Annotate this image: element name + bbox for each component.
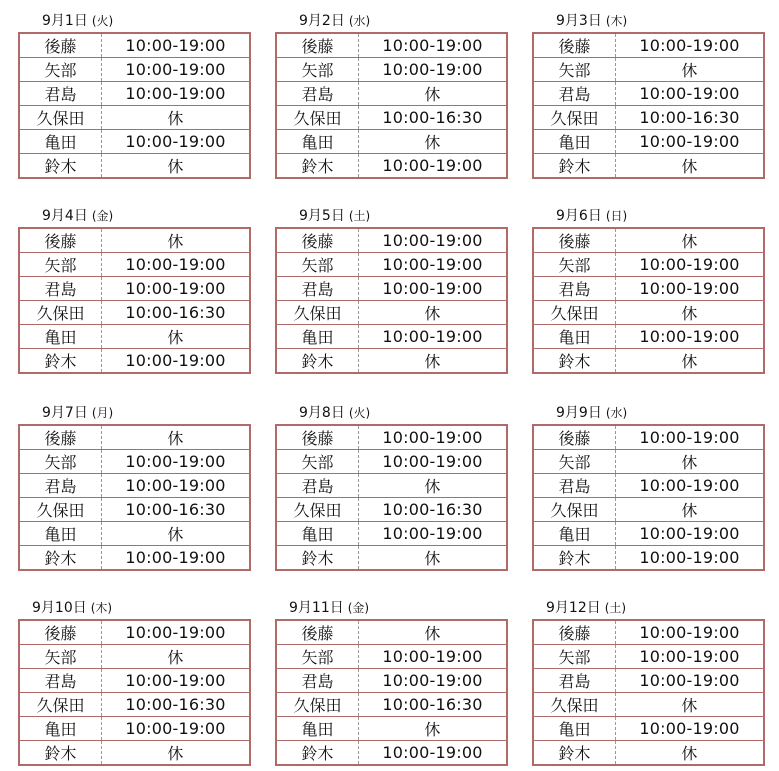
weekday-label: (火): [348, 406, 371, 420]
shift-time: 10:00-16:30: [102, 498, 251, 522]
shift-time: 10:00-19:00: [102, 253, 251, 277]
staff-name: 鈴木: [19, 154, 102, 179]
staff-name: 鈴木: [19, 741, 102, 766]
staff-name: 鈴木: [276, 154, 359, 179]
table-row: [533, 522, 764, 546]
date-label: 9月1日: [42, 13, 88, 29]
table-row: [533, 645, 764, 669]
shift-time: 休: [616, 498, 765, 522]
shift-table: [18, 227, 251, 374]
table-row: [19, 130, 250, 154]
shift-time: 10:00-19:00: [102, 669, 251, 693]
shift-time: 10:00-19:00: [616, 325, 765, 349]
staff-name: 鈴木: [276, 741, 359, 766]
staff-name: 矢部: [19, 450, 102, 474]
shift-time: 休: [102, 645, 251, 669]
staff-name: 鈴木: [19, 546, 102, 571]
staff-name: 鈴木: [276, 349, 359, 374]
weekday-label: (土): [604, 601, 627, 615]
shift-time: 休: [359, 349, 508, 374]
day-header: [275, 203, 508, 227]
weekday-label: (木): [605, 14, 628, 28]
table-row: [276, 349, 507, 374]
shift-time: 10:00-19:00: [359, 325, 508, 349]
shift-time: 10:00-19:00: [102, 474, 251, 498]
shift-time: 10:00-19:00: [616, 474, 765, 498]
date-label: 9月10日: [32, 600, 87, 616]
staff-name: 矢部: [533, 645, 616, 669]
table-row: [276, 474, 507, 498]
shift-time: 10:00-19:00: [359, 522, 508, 546]
table-row: [276, 717, 507, 741]
shift-time: 休: [681, 232, 698, 251]
table-row: [19, 106, 250, 130]
shift-time: 休: [102, 522, 251, 546]
staff-name: 久保田: [276, 106, 359, 130]
day-header: [18, 8, 251, 32]
weekday-label: (金): [91, 209, 114, 223]
staff-name: 後藤: [19, 228, 102, 253]
table-row: [533, 498, 764, 522]
staff-name: 矢部: [276, 253, 359, 277]
shift-time: 10:00-19:00: [102, 58, 251, 82]
table-row: [19, 741, 250, 766]
table-row: [19, 498, 250, 522]
staff-name: 久保田: [533, 498, 616, 522]
table-row: [533, 450, 764, 474]
table-row: [533, 669, 764, 693]
staff-name: 矢部: [533, 450, 616, 474]
shift-time: 休: [616, 693, 765, 717]
staff-name: 君島: [19, 82, 102, 106]
staff-name: 亀田: [533, 522, 616, 546]
shift-time: 10:00-16:30: [102, 301, 251, 325]
shift-table: [275, 424, 508, 571]
day-header: [18, 400, 251, 424]
staff-name: 君島: [19, 277, 102, 301]
table-row: [533, 130, 764, 154]
shift-time: 10:00-19:00: [616, 277, 765, 301]
shift-time: 休: [102, 325, 251, 349]
staff-name: 久保田: [276, 301, 359, 325]
shift-time: 休: [167, 429, 184, 448]
table-row: [533, 546, 764, 571]
table-row: [533, 106, 764, 130]
staff-name: 矢部: [276, 58, 359, 82]
table-row: [19, 325, 250, 349]
shift-time: 休: [359, 717, 508, 741]
shift-time: 10:00-16:30: [359, 498, 508, 522]
table-row: [276, 277, 507, 301]
staff-name: 久保田: [19, 106, 102, 130]
staff-name: 亀田: [19, 522, 102, 546]
staff-name: 亀田: [276, 130, 359, 154]
staff-name: 亀田: [19, 130, 102, 154]
staff-name: 亀田: [19, 717, 102, 741]
table-row: [19, 693, 250, 717]
shift-time: 10:00-19:00: [616, 130, 765, 154]
table-row: [533, 717, 764, 741]
table-row: [19, 645, 250, 669]
shift-time: 10:00-19:00: [359, 741, 508, 766]
table-row: [19, 669, 250, 693]
shift-time: 10:00-19:00: [125, 623, 226, 642]
day-schedule: [18, 203, 251, 374]
shift-time: 休: [424, 624, 441, 643]
table-row: [19, 717, 250, 741]
staff-name: 矢部: [533, 253, 616, 277]
weekday-label: (日): [605, 209, 628, 223]
staff-name: 鈴木: [533, 741, 616, 766]
shift-time: 10:00-19:00: [359, 154, 508, 179]
table-row: [276, 82, 507, 106]
shift-time: 休: [102, 106, 251, 130]
shift-time: 10:00-16:30: [102, 693, 251, 717]
weekday-label: (月): [91, 406, 114, 420]
staff-name: 君島: [533, 277, 616, 301]
staff-name: 君島: [533, 474, 616, 498]
date-label: 9月4日: [42, 208, 88, 224]
shift-time: 休: [359, 301, 508, 325]
table-row: [276, 154, 507, 179]
table-row: [276, 741, 507, 766]
staff-name: 矢部: [533, 58, 616, 82]
staff-name: 後藤: [276, 620, 359, 645]
shift-time: 10:00-19:00: [102, 130, 251, 154]
day-header: [532, 400, 765, 424]
staff-name: 鈴木: [276, 546, 359, 571]
staff-name: 君島: [276, 669, 359, 693]
shift-table: [275, 227, 508, 374]
table-row: [19, 450, 250, 474]
staff-name: 亀田: [533, 325, 616, 349]
shift-time: 10:00-19:00: [102, 450, 251, 474]
table-row: [276, 130, 507, 154]
weekday-label: (金): [347, 601, 370, 615]
table-row: [533, 425, 764, 450]
shift-time: 10:00-19:00: [359, 669, 508, 693]
table-row: [276, 325, 507, 349]
table-row: [533, 301, 764, 325]
table-row: [276, 228, 507, 253]
table-row: [19, 154, 250, 179]
shift-table: [18, 424, 251, 571]
shift-time: 10:00-19:00: [616, 669, 765, 693]
shift-time: 休: [616, 741, 765, 766]
table-row: [533, 620, 764, 645]
shift-table: [532, 424, 765, 571]
staff-name: 亀田: [533, 717, 616, 741]
date-label: 9月6日: [556, 208, 602, 224]
shift-time: 10:00-19:00: [102, 277, 251, 301]
table-row: [533, 58, 764, 82]
staff-name: 後藤: [276, 228, 359, 253]
staff-name: 君島: [533, 82, 616, 106]
table-row: [276, 693, 507, 717]
shift-time: 10:00-19:00: [359, 450, 508, 474]
day-schedule: [532, 203, 765, 374]
table-row: [19, 277, 250, 301]
table-row: [533, 349, 764, 374]
staff-name: 久保田: [19, 693, 102, 717]
date-label: 9月3日: [556, 13, 602, 29]
staff-name: 鈴木: [533, 349, 616, 374]
day-header: [18, 595, 251, 619]
table-row: [276, 58, 507, 82]
shift-table: [532, 227, 765, 374]
table-row: [276, 106, 507, 130]
weekday-label: (水): [348, 14, 371, 28]
shift-time: 10:00-19:00: [616, 717, 765, 741]
staff-name: 亀田: [276, 717, 359, 741]
shift-time: 休: [359, 82, 508, 106]
staff-name: 君島: [19, 474, 102, 498]
shift-time: 休: [616, 58, 765, 82]
table-row: [533, 693, 764, 717]
table-row: [276, 498, 507, 522]
table-row: [533, 277, 764, 301]
day-header: [275, 8, 508, 32]
shift-time: 休: [359, 546, 508, 571]
date-label: 9月9日: [556, 405, 602, 421]
shift-time: 10:00-16:30: [359, 106, 508, 130]
date-label: 9月2日: [299, 13, 345, 29]
day-schedule: [532, 8, 765, 179]
shift-time: 休: [359, 130, 508, 154]
staff-name: 矢部: [19, 58, 102, 82]
shift-time: 休: [616, 450, 765, 474]
shift-time: 休: [616, 154, 765, 179]
date-label: 9月11日: [289, 600, 344, 616]
staff-name: 亀田: [533, 130, 616, 154]
table-row: [276, 522, 507, 546]
table-row: [19, 349, 250, 374]
shift-time: 10:00-19:00: [359, 253, 508, 277]
shift-time: 10:00-19:00: [616, 546, 765, 571]
table-row: [19, 58, 250, 82]
table-row: [19, 301, 250, 325]
day-schedule: [18, 8, 251, 179]
shift-time: 10:00-19:00: [102, 349, 251, 374]
shift-time: 10:00-19:00: [639, 623, 740, 642]
staff-name: 君島: [533, 669, 616, 693]
staff-name: 後藤: [533, 228, 616, 253]
weekday-label: (火): [91, 14, 114, 28]
shift-time: 10:00-19:00: [102, 82, 251, 106]
table-row: [533, 741, 764, 766]
day-schedule: [275, 8, 508, 179]
table-row: [19, 228, 250, 253]
shift-table: [275, 619, 508, 766]
day-schedule: [275, 400, 508, 571]
shift-time: 10:00-19:00: [616, 522, 765, 546]
table-row: [533, 228, 764, 253]
table-row: [19, 82, 250, 106]
shift-time: 10:00-19:00: [382, 231, 483, 250]
table-row: [533, 33, 764, 58]
table-row: [276, 301, 507, 325]
table-row: [533, 325, 764, 349]
shift-time: 10:00-19:00: [359, 645, 508, 669]
day-header: [532, 595, 765, 619]
table-row: [19, 253, 250, 277]
shift-time: 10:00-19:00: [125, 36, 226, 55]
date-label: 9月7日: [42, 405, 88, 421]
table-row: [533, 253, 764, 277]
table-row: [276, 450, 507, 474]
staff-name: 矢部: [19, 253, 102, 277]
staff-name: 矢部: [19, 645, 102, 669]
shift-time: 10:00-19:00: [639, 428, 740, 447]
shift-time: 10:00-19:00: [616, 253, 765, 277]
staff-name: 久保田: [276, 498, 359, 522]
staff-name: 後藤: [276, 33, 359, 58]
staff-name: 亀田: [276, 325, 359, 349]
day-schedule: [275, 203, 508, 374]
table-row: [533, 474, 764, 498]
day-header: [532, 203, 765, 227]
staff-name: 矢部: [276, 645, 359, 669]
date-label: 9月12日: [546, 600, 601, 616]
table-row: [19, 546, 250, 571]
day-schedule: [18, 595, 251, 766]
staff-name: 君島: [19, 669, 102, 693]
weekday-label: (木): [90, 601, 113, 615]
shift-time: 休: [616, 301, 765, 325]
table-row: [19, 474, 250, 498]
shift-time: 休: [102, 741, 251, 766]
table-row: [276, 253, 507, 277]
staff-name: 久保田: [19, 301, 102, 325]
staff-name: 君島: [276, 82, 359, 106]
staff-name: 久保田: [19, 498, 102, 522]
shift-time: 10:00-16:30: [616, 106, 765, 130]
table-row: [19, 425, 250, 450]
staff-name: 久保田: [276, 693, 359, 717]
day-schedule: [532, 595, 765, 766]
staff-name: 後藤: [533, 425, 616, 450]
date-label: 9月8日: [299, 405, 345, 421]
staff-name: 君島: [276, 474, 359, 498]
date-label: 9月5日: [299, 208, 345, 224]
table-row: [276, 33, 507, 58]
table-row: [276, 645, 507, 669]
staff-name: 後藤: [19, 33, 102, 58]
staff-name: 久保田: [533, 301, 616, 325]
shift-time: 10:00-19:00: [616, 645, 765, 669]
staff-name: 鈴木: [533, 546, 616, 571]
table-row: [19, 620, 250, 645]
weekday-label: (水): [605, 406, 628, 420]
day-header: [275, 400, 508, 424]
staff-name: 後藤: [19, 620, 102, 645]
staff-name: 矢部: [276, 450, 359, 474]
table-row: [19, 33, 250, 58]
shift-table: [18, 619, 251, 766]
table-row: [276, 425, 507, 450]
shift-time: 10:00-19:00: [359, 58, 508, 82]
shift-time: 休: [167, 232, 184, 251]
shift-table: [532, 32, 765, 179]
table-row: [276, 620, 507, 645]
table-row: [276, 546, 507, 571]
staff-name: 後藤: [276, 425, 359, 450]
staff-name: 鈴木: [19, 349, 102, 374]
shift-time: 10:00-16:30: [359, 693, 508, 717]
shift-time: 休: [102, 154, 251, 179]
table-row: [533, 154, 764, 179]
shift-table: [532, 619, 765, 766]
staff-name: 鈴木: [533, 154, 616, 179]
staff-name: 後藤: [533, 620, 616, 645]
table-row: [276, 669, 507, 693]
shift-time: 10:00-19:00: [616, 82, 765, 106]
shift-time: 10:00-19:00: [382, 428, 483, 447]
shift-table: [18, 32, 251, 179]
day-header: [18, 203, 251, 227]
weekday-label: (土): [348, 209, 371, 223]
day-schedule: [18, 400, 251, 571]
shift-time: 10:00-19:00: [102, 546, 251, 571]
staff-name: 君島: [276, 277, 359, 301]
day-schedule: [532, 400, 765, 571]
shift-table: [275, 32, 508, 179]
shift-time: 休: [359, 474, 508, 498]
staff-name: 亀田: [19, 325, 102, 349]
staff-name: 久保田: [533, 693, 616, 717]
table-row: [19, 522, 250, 546]
staff-name: 久保田: [533, 106, 616, 130]
shift-time: 10:00-19:00: [639, 36, 740, 55]
table-row: [533, 82, 764, 106]
day-schedule: [275, 595, 508, 766]
shift-time: 10:00-19:00: [359, 277, 508, 301]
shift-time: 休: [616, 349, 765, 374]
day-header: [275, 595, 508, 619]
staff-name: 亀田: [276, 522, 359, 546]
staff-name: 後藤: [533, 33, 616, 58]
shift-time: 10:00-19:00: [102, 717, 251, 741]
shift-time: 10:00-19:00: [382, 36, 483, 55]
day-header: [532, 8, 765, 32]
staff-name: 後藤: [19, 425, 102, 450]
